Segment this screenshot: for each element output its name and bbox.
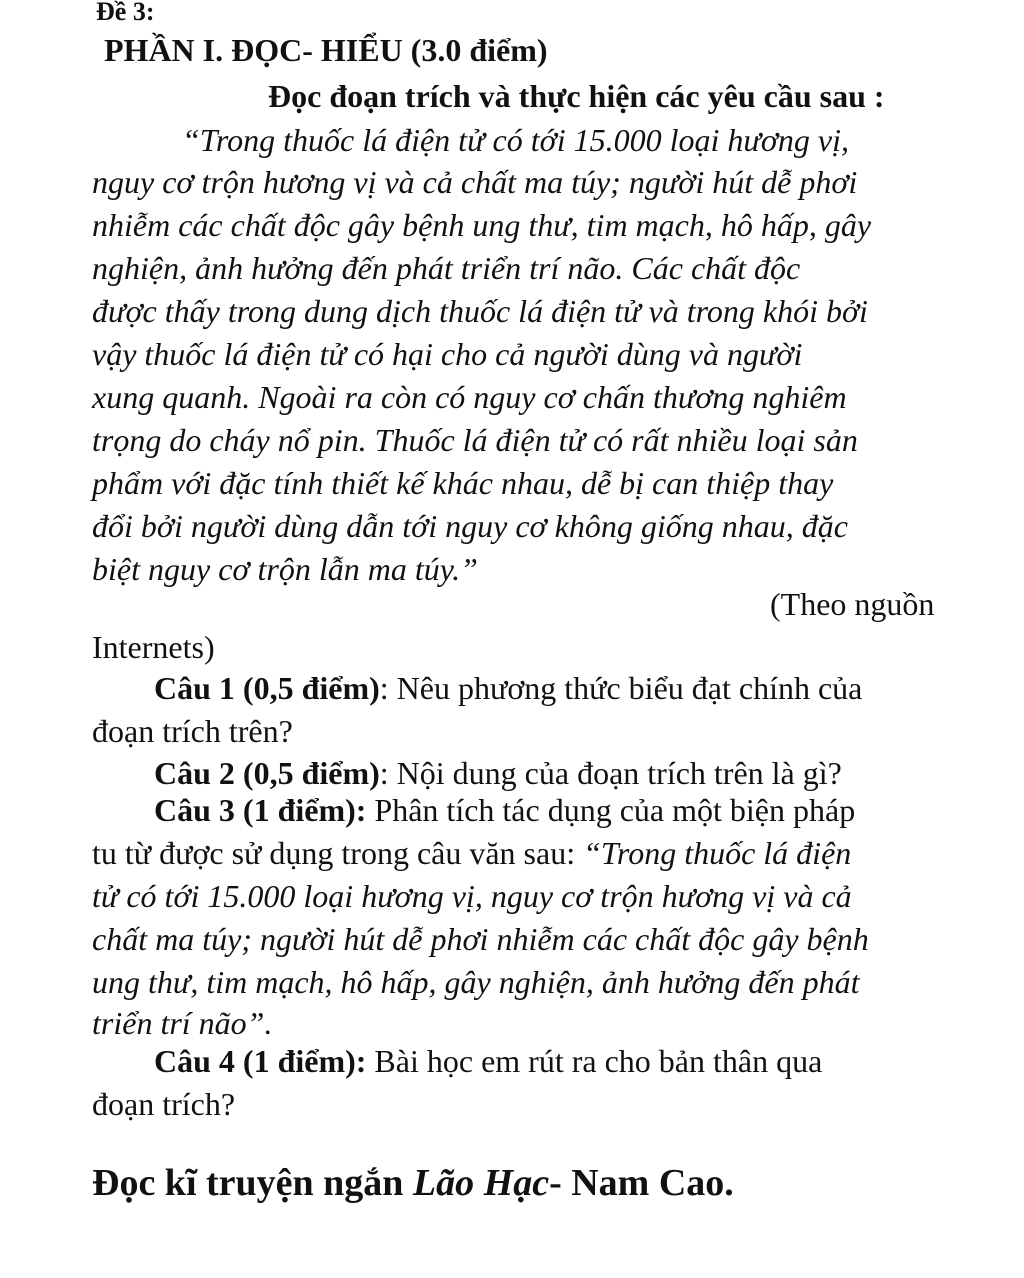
passage-line: đổi bởi người dùng dẫn tới nguy cơ không giống nhau, đặc: [92, 508, 848, 544]
reading-heading: [92, 1160, 734, 1206]
question-4-text-cont: đoạn trích?: [92, 1086, 236, 1122]
question-2-text: : Nội dung của đoạn trích trên là gì?: [379, 755, 842, 791]
question-3-text-plain: tu từ được sử dụng trong câu văn sau:: [92, 835, 584, 871]
question-3-quote-line: chất ma túy; người hút dễ phơi nhiễm các chất độc gây bệnh: [92, 921, 869, 957]
question-4-text: Bài học em rút ra cho bản thân qua: [366, 1043, 823, 1079]
question-3-label: Câu 3 (1 điểm):: [154, 792, 367, 828]
question-3-quote-line: ung thư, tim mạch, hô hấp, gây nghiện, ảnh hưởng đến phát: [92, 964, 860, 1000]
question-1-label: Câu 1 (0,5 điểm): [154, 670, 380, 706]
question-2: [154, 753, 842, 793]
reading-heading-title: Lão Hạc: [412, 1162, 550, 1204]
passage-line: biệt nguy cơ trộn lẫn ma túy.”: [92, 551, 478, 587]
question-1-text-cont: đoạn trích trên?: [92, 713, 293, 749]
passage-line: được thấy trong dung dịch thuốc lá điện tử và trong khói bởi: [92, 293, 868, 329]
exam-label: Đề 3:: [96, 0, 155, 26]
question-3-quote-line: tử có tới 15.000 loại hương vị, nguy cơ trộn hương vị và cả: [92, 878, 852, 914]
question-3-quote-line: triển trí não”.: [92, 1005, 273, 1041]
question-3-quote-start: “Trong thuốc lá điện: [583, 835, 852, 871]
source-line: Internets): [92, 629, 215, 665]
reading-heading-prefix: Đọc kĩ truyện ngắn: [92, 1162, 413, 1204]
passage-line: nghiện, ảnh hưởng đến phát triển trí não. Các chất độc: [92, 250, 801, 286]
question-3: [154, 790, 855, 830]
question-3-text-cont: [92, 833, 851, 873]
question-1-text: : Nêu phương thức biểu đạt chính của: [379, 670, 863, 706]
question-4-label: Câu 4 (1 điểm):: [154, 1043, 367, 1079]
reading-heading-suffix: - Nam Cao.: [549, 1162, 734, 1204]
passage-line: trọng do cháy nổ pin. Thuốc lá điện tử có rất nhiều loại sản: [92, 422, 858, 458]
question-4: [154, 1041, 822, 1081]
passage-line: xung quanh. Ngoài ra còn có nguy cơ chấn thương nghiêm: [92, 379, 847, 415]
question-1: [154, 668, 862, 708]
passage-line: “Trong thuốc lá điện tử có tới 15.000 loại hương vị,: [182, 122, 849, 158]
passage-line: nhiễm các chất độc gây bệnh ung thư, tim mạch, hô hấp, gây: [92, 207, 872, 243]
question-3-text: Phân tích tác dụng của một biện pháp: [366, 792, 856, 828]
passage-line: vậy thuốc lá điện tử có hại cho cả người dùng và người: [92, 336, 803, 372]
source-line: (Theo nguồn: [770, 586, 935, 622]
passage-line: phẩm với đặc tính thiết kế khác nhau, dễ bị can thiệp thay: [92, 465, 834, 501]
section-title: PHẦN I. ĐỌC- HIỂU (3.0 điểm): [104, 32, 548, 68]
passage-line: nguy cơ trộn hương vị và cả chất ma túy; người hút dễ phơi: [92, 164, 858, 200]
question-2-label: Câu 2 (0,5 điểm): [154, 755, 380, 791]
instruction: Đọc đoạn trích và thực hiện các yêu cầu sau :: [268, 78, 885, 114]
